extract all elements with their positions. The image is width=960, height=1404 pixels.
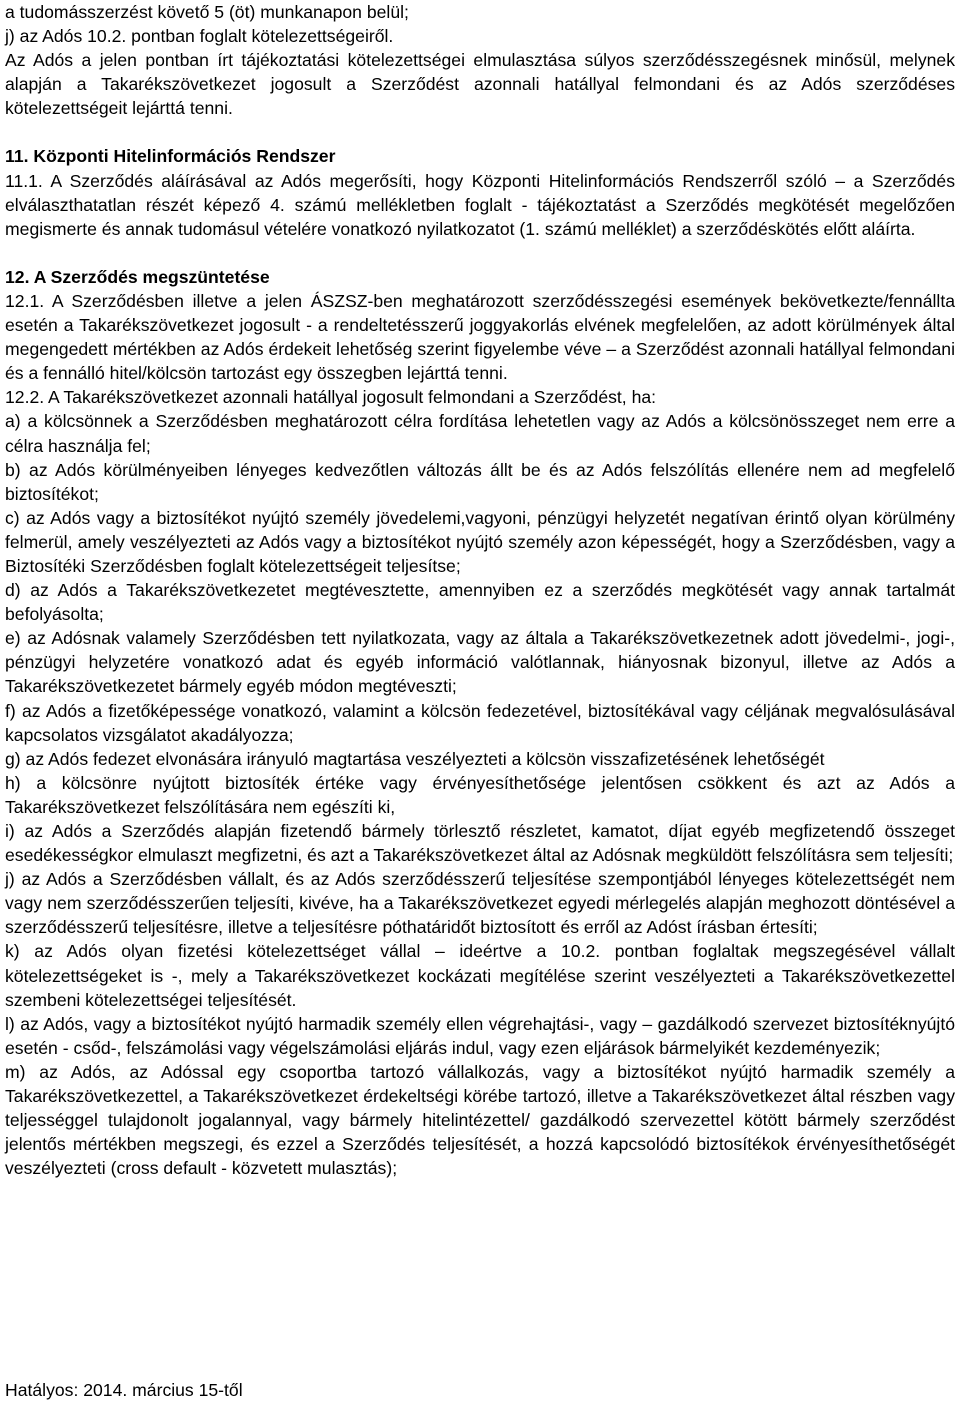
list-item: a) a kölcsönnek a Szerződésben meghatározott célra fordítása lehetetlen vagy az Adós a kölcsönösszeget nem erre a célra használja fel;	[5, 411, 955, 456]
list-item: h) a kölcsönre nyújtott biztosíték értéke vagy érvényesíthetősége jelentősen csökkent és azt az Adós a Takarékszövetkezet felszólítására nem egészíti ki,	[5, 772, 955, 817]
section-heading-12: 12. A Szerződés megszüntetése	[5, 266, 270, 287]
list-item: d) az Adós a Takarékszövetkezetet megtévesztette, amennyiben ez a szerződés megkötését vagy annak tartalmát befolyásolta;	[5, 580, 955, 625]
paragraph: Az Adós a jelen pontban írt tájékoztatási kötelezettségei elmulasztása súlyos szerződésszegésnek minősül, melynek alapján a Takarékszövetkezet jogosult a Szerződést azonnali hatállyal felmondani és az Adós szerződéses kötelezettségeit lejárttá tenni.	[5, 50, 955, 119]
section-heading-11: 11. Központi Hitelinformációs Rendszer	[5, 146, 336, 167]
list-item: m) az Adós, az Adóssal egy csoportba tartozó vállalkozás, vagy a biztosítékot nyújtó harmadik személy a Takarékszövetkezettel, a Takarékszövetkezet érdekeltségi körébe tartozó, illetve a Takarékszövetkezet által részben vagy teljességgel tulajdonolt jogalannyal, vagy bármely hitelintézettel/ gazdálkodó szervezettel kötött bármely szerződést jelentős mértékben megszegi, és ezzel a Szerződés teljesítését, a hozzá kapcsolódó biztosítékok érvényesíthetőségét veszélyezteti (cross default - közvetett mulasztás);	[5, 1061, 955, 1179]
paragraph-12-1: 12.1. A Szerződésben illetve a jelen ÁSZSZ-ben meghatározott szerződésszegési események bekövetkezte/fennállta esetén a Takarékszövetkezet jogosult - a rendeltetésszerű joggyakorlás elvének megfelelően, az adott körülmények által megengedett mértékben az Adós érdekeit lehetőség szerint figyelembe véve – a Szerződést azonnali hatállyal felmondani és a fennálló hitel/kölcsön tartozást egy összegben lejárttá tenni.	[5, 290, 955, 384]
list-item: j) az Adós a Szerződésben vállalt, és az Adós szerződésszerű teljesítése szempontjából lényeges kötelezettségét nem vagy nem szerződésszerűen teljesíti, kivéve, ha a Takarékszövetkezet egyedi mérlegelés alapján meghozott döntésével a szerződésszerű teljesítésre, illetve a teljesítésre póthatáridőt biztosított és erről az Adóst írásban értesíti;	[5, 869, 955, 938]
text-line: j) az Adós 10.2. pontban foglalt kötelezettségeiről.	[5, 26, 394, 47]
list-item: i) az Adós a Szerződés alapján fizetendő bármely törlesztő részletet, kamatot, díjat egyéb megfizetendő összeget esedékességkor elmulaszt megfizetni, és azt a Takarékszövetkezet által az Adósnak megküldött felszólításra sem teljesíti;	[5, 821, 955, 866]
paragraph-12-2: 12.2. A Takarékszövetkezet azonnali hatállyal jogosult felmondani a Szerződést, ha:	[5, 387, 657, 408]
list-item: l) az Adós, vagy a biztosítékot nyújtó harmadik személy ellen végrehajtási-, vagy – gazdálkodó szervezet biztosítéknyújtó esetén - csőd-, felszámolási vagy végelszámolási eljárás indul, vagy ezen eljárások bármelyikét kezdeményezik;	[5, 1013, 955, 1058]
text-line: a tudomásszerzést követő 5 (öt) munkanapon belül;	[5, 2, 409, 22]
footer-effective-date: Hatályos: 2014. március 15-től	[5, 1380, 243, 1400]
list-item: b) az Adós körülményeiben lényeges kedvezőtlen változás állt be és az Adós felszólítás ellenére nem ad megfelelő biztosítékot;	[5, 459, 955, 504]
list-item: g) az Adós fedezet elvonására irányuló magtartása veszélyezteti a kölcsön visszafizetésének lehetőségét	[5, 748, 825, 769]
list-item: e) az Adósnak valamely Szerződésben tett nyilatkozata, vagy az általa a Takarékszövetkezetnek adott jövedelmi-, jogi-, pénzügyi helyzetére vonatkozó adat és egyéb információ valótlannak, hiányosnak bizonyul, illetve az Adós a Takarékszövetkezetet bármely egyéb módon megtéveszti;	[5, 628, 955, 697]
paragraph-11-1: 11.1. A Szerződés aláírásával az Adós megerősíti, hogy Központi Hitelinformációs Rendszerről szóló – a Szerződés elválaszthatatlan részét képező 4. számú mellékletben foglalt - tájékoztatást a Szerződés megkötését megelőzően megismerte és annak tudomásul vételére vonatkozó nyilatkozatot (1. számú melléklet) a szerződéskötés előtt aláírta.	[5, 170, 955, 239]
list-item: c) az Adós vagy a biztosítékot nyújtó személy jövedelemi,vagyoni, pénzügyi helyzetét negatívan érintő olyan körülmény felmerül, amely veszélyezteti az Adós vagy a biztosítékot nyújtó személy azon képességét, hogy a Szerződésben, vagy a Biztosítéki Szerződésben foglalt kötelezettségeit teljesítse;	[5, 507, 955, 576]
document-page	[5, 0, 955, 1180]
list-item: f) az Adós a fizetőképessége vonatkozó, valamint a kölcsön fedezetével, biztosítékával vagy céljának megvalósulásával kapcsolatos vizsgálatot akadályozza;	[5, 700, 955, 745]
list-item: k) az Adós olyan fizetési kötelezettséget vállal – ideértve a 10.2. pontban foglaltak megszegésével vállalt kötelezettségeket is -, mely a Takarékszövetkezet kockázati megítélése szerint veszélyezteti a Takarékszövetkezettel szembeni kötelezettségei teljesítését.	[5, 941, 955, 1010]
